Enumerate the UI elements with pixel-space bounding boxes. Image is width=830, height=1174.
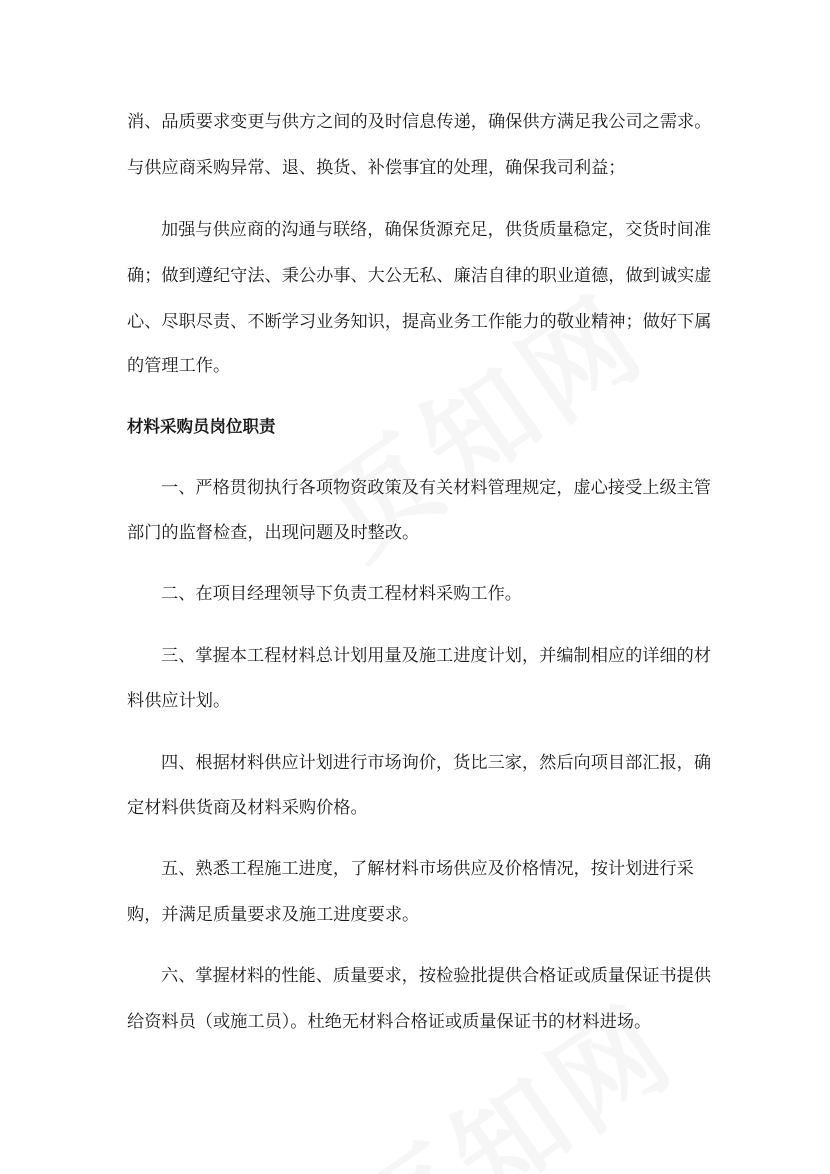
- paragraph-line: 部门的监督检查，出现问题及时整改。: [127, 523, 420, 543]
- paragraph-line: 给资料员（或施工员）。杜绝无材料合格证或质量保证书的材料进场。: [127, 1012, 652, 1032]
- paragraph-line: 心、尽职尽责、不断学习业务知识，提高业务工作能力的敬业精神；做好下属: [127, 312, 712, 332]
- paragraph-line: 定材料供货商及材料采购价格。: [127, 798, 368, 818]
- paragraph-line: 确；做到遵纪守法、秉公办事、大公无私、廉洁自律的职业道德，做到诚实虚: [127, 266, 712, 286]
- paragraph-line: 五、熟悉工程施工进度，了解材料市场供应及价格情况，按计划进行采: [161, 859, 694, 879]
- paragraph-line: 的管理工作。: [127, 356, 231, 376]
- paragraph-line: 四、根据材料供应计划进行市场询价，货比三家，然后向项目部汇报，确: [161, 753, 712, 773]
- paragraph-line: 二、在项目经理领导下负责工程材料采购工作。: [161, 584, 522, 604]
- paragraph-line: 与供应商采购异常、退、换货、补偿事宜的处理，确保我司利益；: [127, 158, 626, 178]
- paragraph-line: 一、严格贯彻执行各项物资政策及有关材料管理规定，虚心接受上级主管: [161, 478, 712, 498]
- watermark: [317, 961, 703, 1174]
- section-heading: 材料采购员岗位职责: [127, 417, 276, 436]
- paragraph-line: 加强与供应商的沟通与联络，确保货源充足，供货质量稳定，交货时间准: [161, 220, 712, 240]
- paragraph-line: 料供应计划。: [127, 691, 231, 711]
- paragraph-line: 三、掌握本工程材料总计划用量及施工进度计划，并编制相应的详细的材: [161, 646, 712, 666]
- paragraph-line: 消、品质要求变更与供方之间的及时信息传递，确保供方满足我公司之需求。: [127, 112, 712, 132]
- paragraph-line: 六、掌握材料的性能、质量要求，按检验批提供合格证或质量保证书提供: [161, 966, 712, 986]
- paragraph-line: 购，并满足质量要求及施工进度要求。: [127, 905, 420, 925]
